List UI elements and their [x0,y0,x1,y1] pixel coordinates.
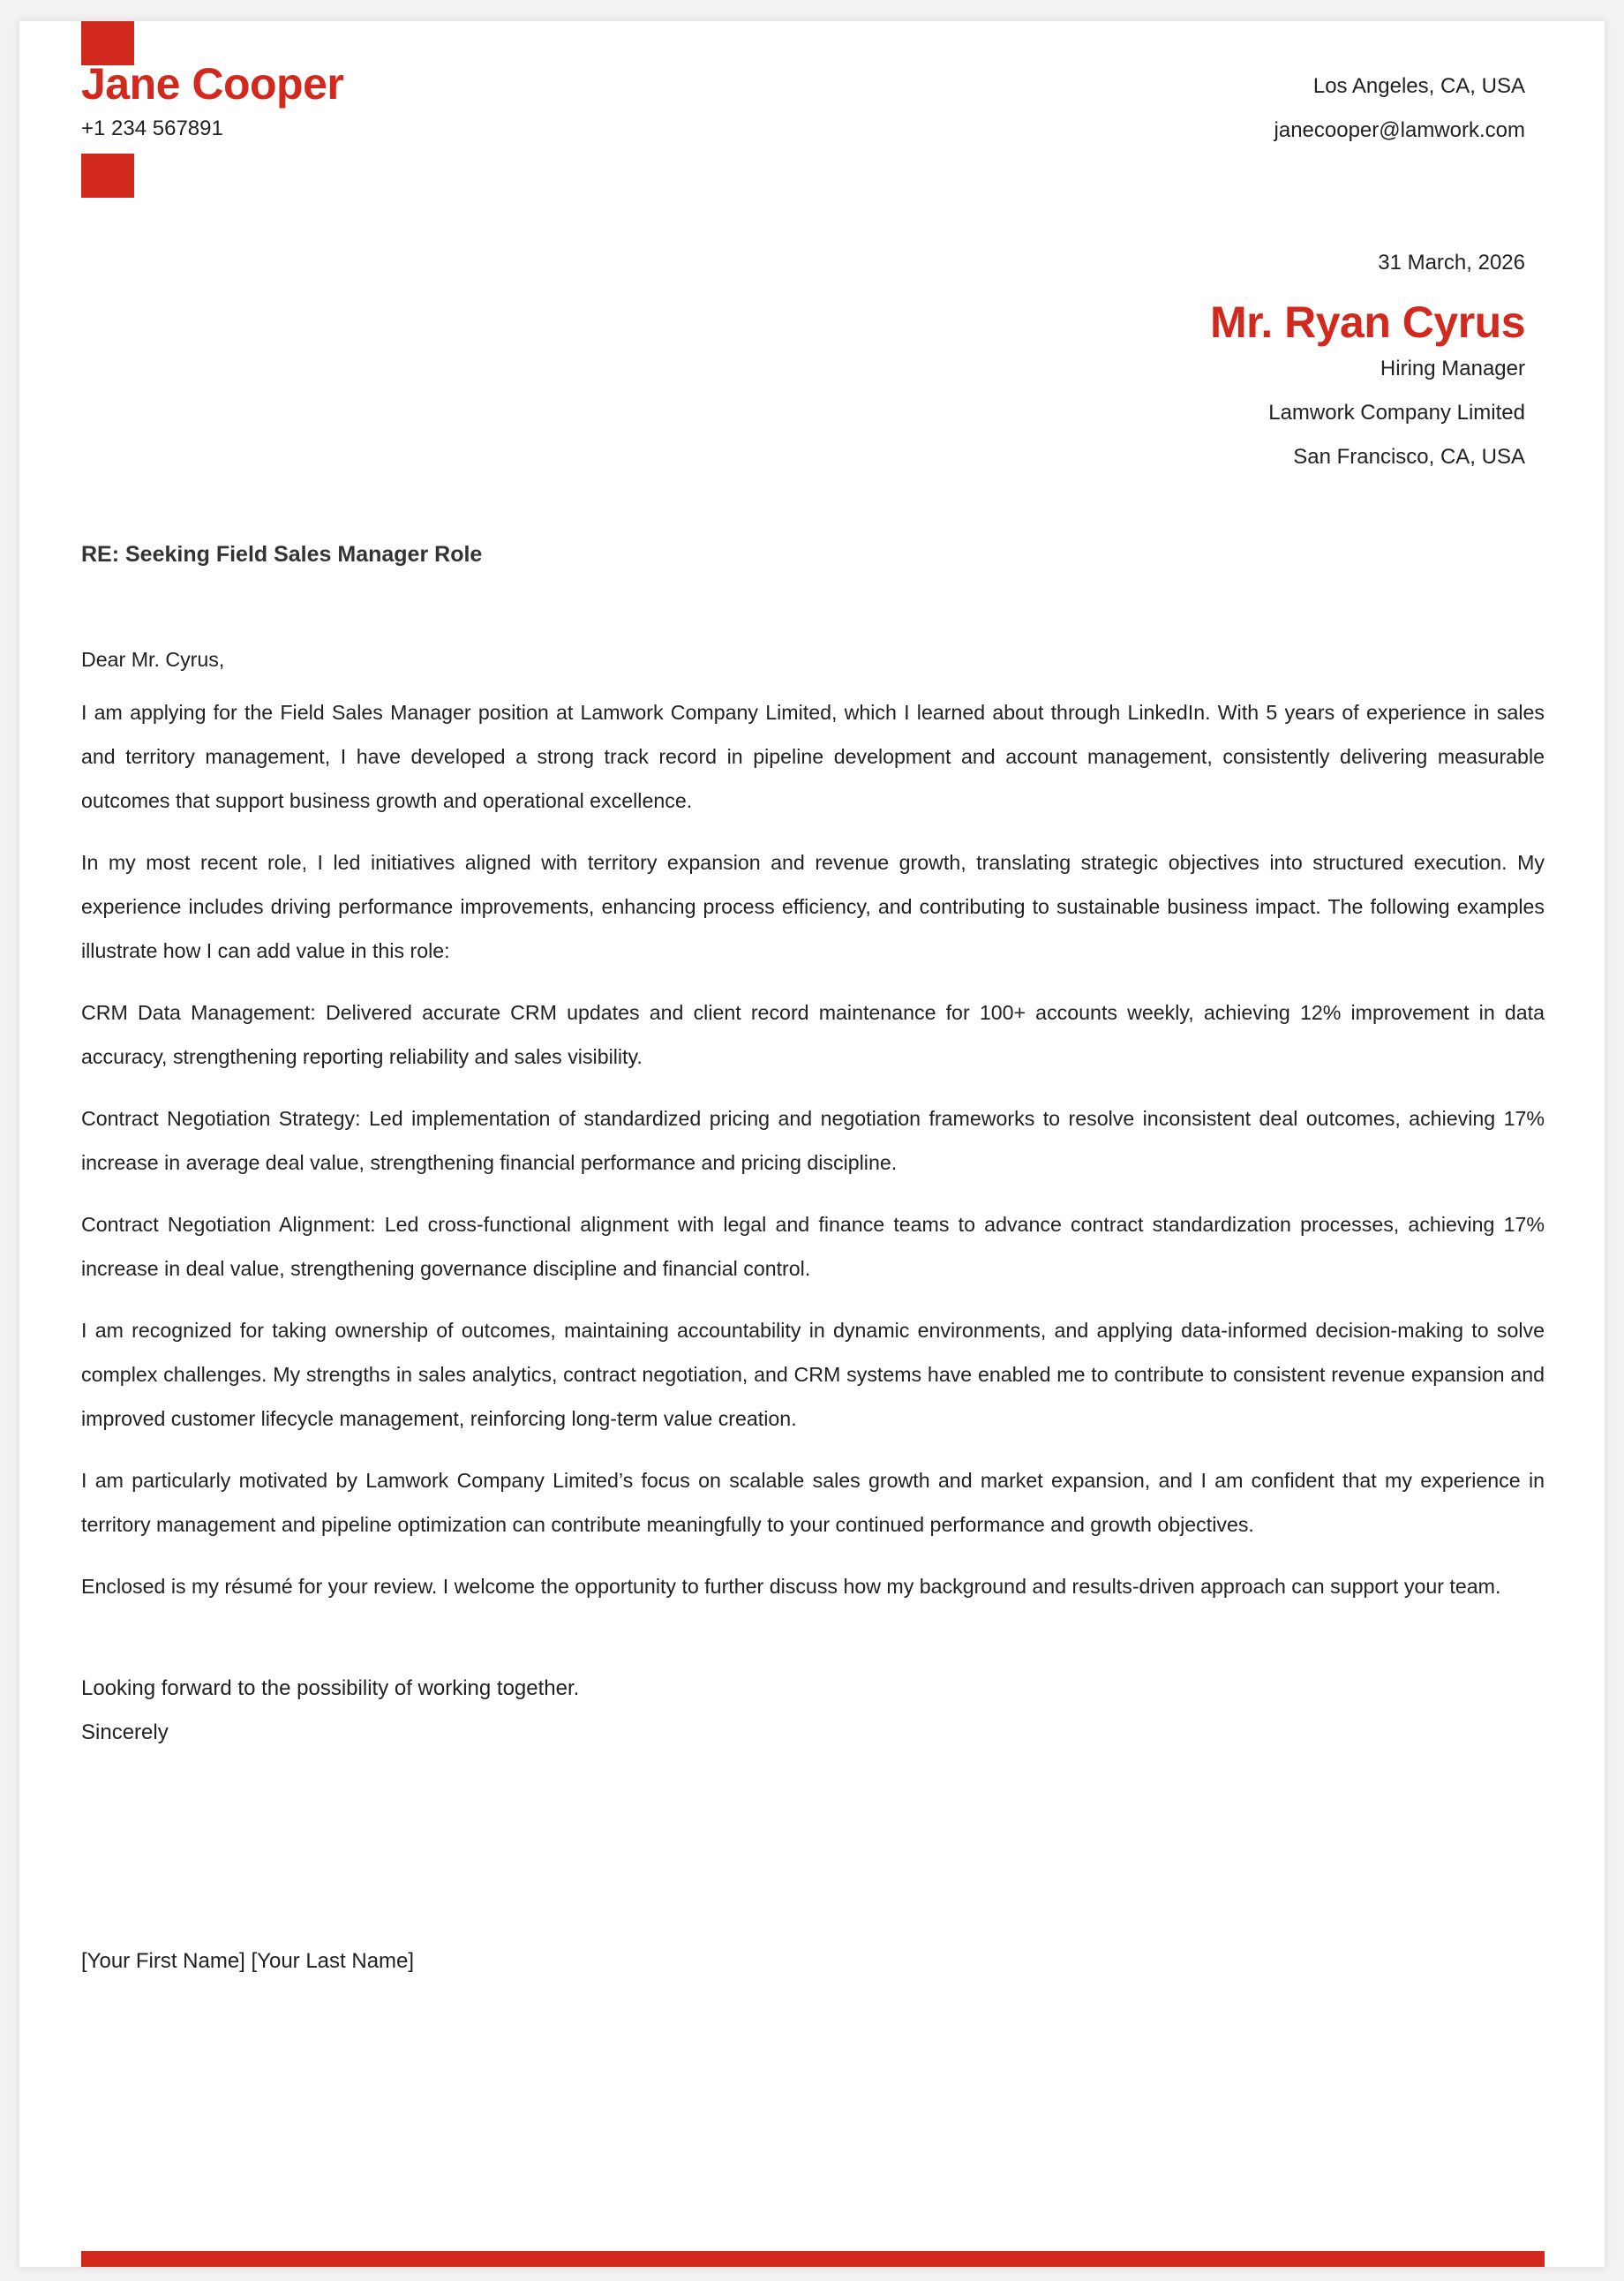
recipient-title: Hiring Manager [1380,357,1525,380]
sender-location: Los Angeles, CA, USA [1312,74,1525,98]
recipient-company: Lamwork Company Limited [1268,401,1525,425]
body-paragraph: I am applying for the Field Sales Manager position at Lamwork Company Limited, which I learned about through LinkedIn. With 5 years of experience in sales and territory management, I have developed a strong track record in pipeline development and account management, consistently delivering measurable outcomes that support business growth and operational excellence. [81,701,1545,812]
signature-name: [Your First Name] [Your Last Name] [81,1949,415,1973]
body-paragraph: I am recognized for taking ownership of outcomes, maintaining accountability in dynamic environments, and applying data-informed decision-making to solve complex challenges. My strengths in sales analytics, contract negotiation, and CRM systems have enabled me to contribute to consistent revenue expansion and improved customer lifecycle management, reinforcing long-term value creation. [81,1319,1545,1430]
footer-accent-bar [81,2251,1545,2267]
letter-date: 31 March, 2026 [1378,251,1525,275]
recipient-name: Mr. Ryan Cyrus [1209,297,1525,347]
sender-email: janecooper@lamwork.com [1274,118,1525,142]
body-paragraph: Contract Negotiation Strategy: Led implementation of standardized pricing and negotiation frameworks to resolve inconsistent deal outcomes, achieving 17% increase in average deal value, strengthening financial performance and pricing discipline. [81,1107,1545,1174]
letter-body [81,637,1545,1626]
header-accent-square-bottom [81,154,134,198]
closing-block [81,1667,579,1755]
letter-page [19,21,1605,2267]
recipient-city: San Francisco, CA, USA [1293,445,1525,469]
subject-line: RE: Seeking Field Sales Manager Role [81,542,483,567]
sender-name: Jane Cooper [81,59,344,109]
body-paragraph: Contract Negotiation Alignment: Led cross-functional alignment with legal and finance teams to advance contract standardization processes, achieving 17% increase in deal value, strengthening governance discipline and financial control. [81,1213,1545,1280]
closing-line: Looking forward to the possibility of working together. [81,1676,580,1700]
body-paragraph: Enclosed is my résumé for your review. I welcome the opportunity to further discuss how my background and results-driven approach can support your team. [81,1575,1501,1598]
sender-phone: +1 234 567891 [81,117,223,140]
body-paragraph: CRM Data Management: Delivered accurate CRM updates and client record maintenance for 100+ accounts weekly, achieving 12% improvement in data accuracy, strengthening reporting reliability and sales visibility. [81,1001,1545,1068]
greeting: Dear Mr. Cyrus, [81,648,225,671]
closing-signoff: Sincerely [81,1720,169,1744]
body-paragraph: In my most recent role, I led initiatives aligned with territory expansion and revenue growth, translating strategic objectives into structured execution. My experience includes driving performance improvements, enhancing process efficiency, and contributing to sustainable business impact. The following examples illustrate how I can add value in this role: [81,851,1545,962]
body-paragraph: I am particularly motivated by Lamwork Company Limited’s focus on scalable sales growth and market expansion, and I am confident that my experience in territory management and pipeline optimization can contribute meaningfully to your continued performance and growth objectives. [81,1469,1545,1536]
